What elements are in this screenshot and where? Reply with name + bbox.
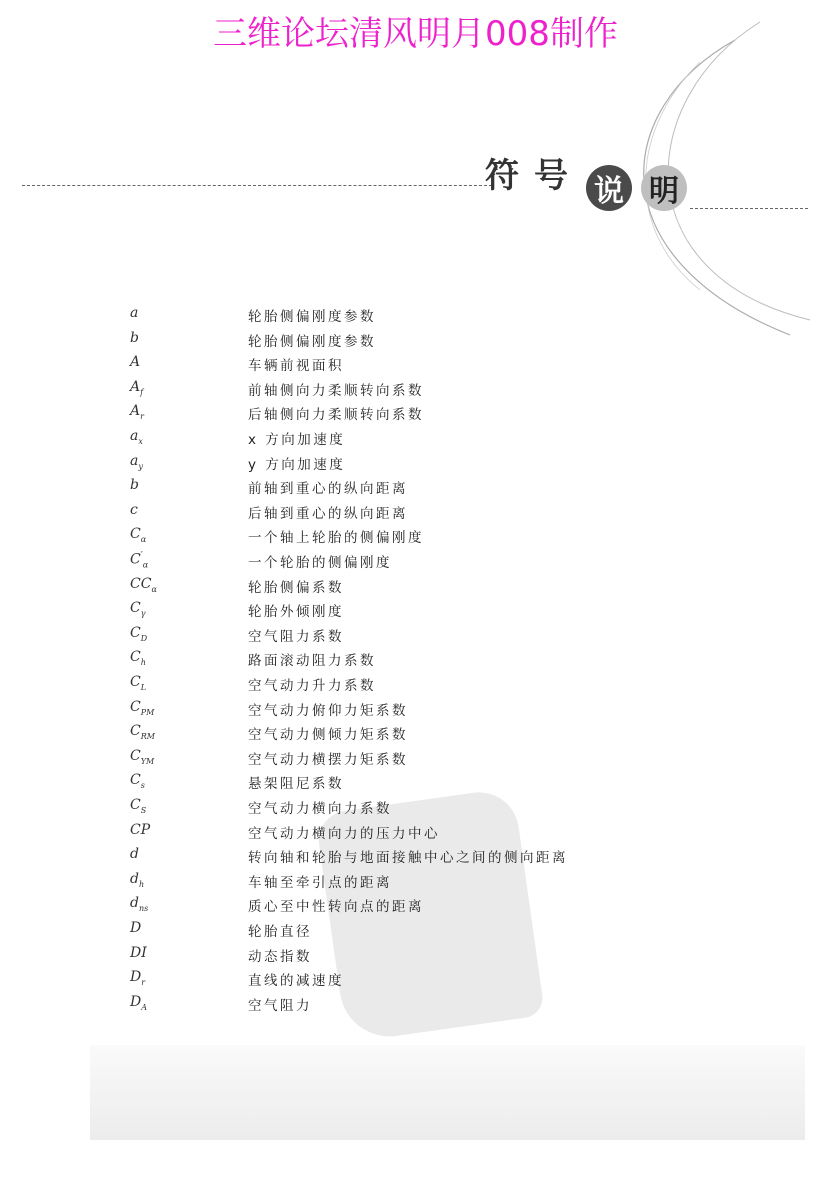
symbol-row — [0, 994, 700, 1018]
symbol-row — [0, 502, 700, 526]
symbol-row — [0, 305, 700, 329]
symbol-subscript: α — [140, 534, 147, 544]
symbol-base: C — [130, 526, 141, 542]
symbol-base: a — [130, 453, 139, 469]
symbol-subscript: S — [140, 805, 147, 815]
symbol-term — [130, 945, 147, 961]
symbol-subscript: f — [140, 387, 144, 397]
symbol-description: x 方向加速度 — [248, 432, 346, 448]
symbol-term — [130, 969, 145, 987]
symbol-base: D — [130, 920, 142, 936]
symbol-description: 路面滚动阻力系数 — [248, 653, 376, 669]
symbol-term — [130, 526, 146, 544]
symbol-description: 空气阻力 — [248, 998, 312, 1014]
symbol-subscript: r — [140, 411, 144, 421]
scan-shadow — [90, 1045, 805, 1140]
symbol-base: C — [130, 723, 141, 739]
symbol-description: 悬架阻尼系数 — [248, 776, 344, 792]
symbol-term — [130, 428, 143, 446]
symbol-subscript: x — [138, 436, 143, 446]
symbol-base: D — [130, 969, 142, 985]
symbol-subscript: α — [151, 584, 157, 594]
symbol-row — [0, 649, 700, 673]
symbol-description: 轮胎侧偏系数 — [248, 580, 344, 596]
symbol-subscript: RM — [140, 731, 155, 741]
symbol-base: CP — [130, 822, 151, 838]
symbol-base: C — [130, 649, 141, 665]
symbol-row — [0, 551, 700, 575]
symbol-base: C — [130, 797, 141, 813]
symbol-base: c — [130, 502, 138, 518]
symbol-base: A — [130, 379, 141, 395]
symbol-row — [0, 625, 700, 649]
symbol-row — [0, 526, 700, 550]
symbol-description: 后轴侧向力柔顺转向系数 — [248, 407, 424, 423]
symbol-description: 轮胎直径 — [248, 924, 312, 940]
symbol-row — [0, 453, 700, 477]
symbol-description: 前轴侧向力柔顺转向系数 — [248, 383, 424, 399]
symbol-term — [130, 822, 150, 838]
symbol-base: a — [130, 305, 139, 321]
symbol-description: 空气动力横摆力矩系数 — [248, 752, 408, 768]
symbol-prime: ′ — [140, 551, 143, 561]
symbol-subscript: h — [138, 879, 145, 889]
symbol-row — [0, 379, 700, 403]
symbol-row — [0, 403, 700, 427]
symbol-term — [130, 625, 147, 643]
header-rule-left — [22, 185, 492, 186]
symbol-description: 空气动力横向力的压力中心 — [248, 826, 440, 842]
symbol-term — [130, 723, 155, 741]
symbol-base: d — [130, 871, 139, 887]
symbol-term — [130, 797, 146, 815]
symbol-row — [0, 822, 700, 846]
symbol-term — [130, 403, 144, 421]
symbol-subscript: y — [138, 461, 143, 471]
symbol-row — [0, 797, 700, 821]
symbol-subscript: h — [140, 657, 146, 667]
symbol-row — [0, 477, 700, 501]
symbol-row — [0, 871, 700, 895]
symbol-description: 轮胎侧偏刚度参数 — [248, 309, 376, 325]
symbol-row — [0, 699, 700, 723]
symbol-row — [0, 748, 700, 772]
symbol-row — [0, 920, 700, 944]
symbol-subscript: YM — [140, 756, 155, 766]
title-char-1: 符 — [485, 156, 519, 196]
symbol-base: d — [130, 846, 139, 862]
symbol-base: C — [130, 699, 141, 715]
symbol-row — [0, 330, 700, 354]
symbol-row — [0, 846, 700, 870]
symbol-subscript: γ — [140, 608, 146, 618]
symbol-row — [0, 945, 700, 969]
symbol-description: 空气阻力系数 — [248, 629, 344, 645]
symbol-row — [0, 969, 700, 993]
title-char-3-circle: 说 — [586, 165, 632, 211]
symbol-term — [130, 551, 148, 569]
symbol-base: d — [130, 895, 139, 911]
symbol-base: b — [130, 330, 139, 346]
symbol-description: 质心至中性转向点的距离 — [248, 899, 424, 915]
symbol-term — [130, 748, 154, 766]
symbol-base: b — [130, 477, 139, 493]
symbol-subscript: L — [140, 682, 147, 692]
symbol-description: 空气动力横向力系数 — [248, 801, 392, 817]
symbol-base: C — [130, 772, 141, 788]
symbol-base: DI — [130, 945, 147, 961]
symbol-term — [130, 846, 139, 862]
symbol-term — [130, 699, 154, 717]
symbol-base: a — [130, 428, 139, 444]
symbol-row — [0, 354, 700, 378]
symbol-description: 一个轴上轮胎的侧偏刚度 — [248, 530, 424, 546]
symbol-description: y 方向加速度 — [248, 457, 346, 473]
symbol-description: 动态指数 — [248, 949, 312, 965]
symbol-term — [130, 674, 146, 692]
symbol-description: 轮胎侧偏刚度参数 — [248, 334, 376, 350]
symbol-description: 一个轮胎的侧偏刚度 — [248, 555, 392, 571]
symbol-base: CC — [130, 576, 152, 592]
symbol-description: 空气动力升力系数 — [248, 678, 376, 694]
symbol-term — [130, 772, 145, 790]
symbol-term — [130, 895, 148, 913]
symbol-row — [0, 723, 700, 747]
watermark-banner: 三维论坛清风明月008制作 — [213, 14, 618, 54]
symbol-term — [130, 330, 139, 346]
symbol-row — [0, 428, 700, 452]
symbol-term — [130, 576, 157, 594]
symbol-base: A — [130, 403, 141, 419]
symbol-row — [0, 576, 700, 600]
symbol-description: 后轴到重心的纵向距离 — [248, 506, 408, 522]
symbol-row — [0, 600, 700, 624]
symbol-subscript: α — [142, 560, 149, 570]
symbol-base: C — [130, 625, 141, 641]
symbol-term — [130, 649, 146, 667]
symbol-term — [130, 453, 143, 471]
symbol-term — [130, 920, 141, 936]
symbol-subscript: D — [140, 633, 148, 643]
symbol-term — [130, 305, 138, 321]
symbol-base: A — [130, 354, 141, 370]
header-rule-right — [690, 208, 808, 209]
symbol-description: 轮胎外倾刚度 — [248, 604, 344, 620]
symbol-term — [130, 502, 138, 518]
symbol-term — [130, 994, 147, 1012]
title-char-4-circle: 明 — [641, 165, 687, 211]
symbol-base: C — [130, 551, 141, 568]
symbol-term — [130, 477, 139, 493]
symbol-row — [0, 772, 700, 796]
symbol-row — [0, 895, 700, 919]
symbol-description: 直线的减速度 — [248, 973, 344, 989]
symbol-description: 空气动力侧倾力矩系数 — [248, 727, 408, 743]
symbol-description: 车轴至牵引点的距离 — [248, 875, 392, 891]
symbol-description: 车辆前视面积 — [248, 358, 344, 374]
symbol-term — [130, 871, 144, 889]
symbol-description: 前轴到重心的纵向距离 — [248, 481, 408, 497]
symbol-base: C — [130, 600, 141, 616]
symbol-subscript: ns — [138, 903, 149, 913]
symbol-base: D — [130, 994, 142, 1010]
symbol-term — [130, 600, 146, 618]
symbol-term — [130, 354, 140, 370]
symbol-subscript: s — [140, 780, 145, 790]
symbol-row — [0, 674, 700, 698]
symbol-description: 空气动力俯仰力矩系数 — [248, 703, 408, 719]
symbol-description: 转向轴和轮胎与地面接触中心之间的侧向距离 — [248, 850, 568, 866]
symbol-base: C — [130, 674, 141, 690]
symbol-subscript: A — [141, 1002, 148, 1012]
title-char-2: 号 — [534, 156, 568, 196]
symbol-subscript: PM — [140, 707, 155, 717]
symbol-term — [130, 379, 143, 397]
symbol-subscript: r — [141, 977, 146, 987]
symbol-base: C — [130, 748, 141, 764]
